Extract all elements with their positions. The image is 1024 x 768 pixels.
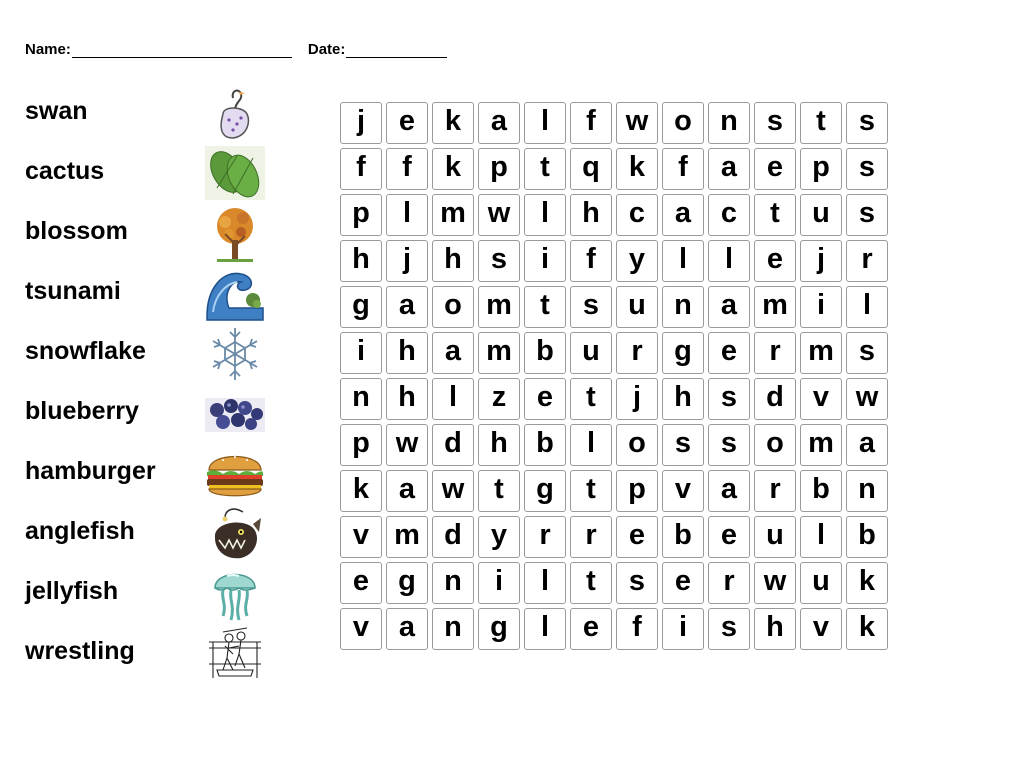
grid-cell[interactable]: t <box>570 470 612 512</box>
grid-cell[interactable]: k <box>846 562 888 604</box>
word-list <box>25 90 295 690</box>
grid-cell[interactable]: n <box>708 102 750 144</box>
grid-cell[interactable]: s <box>708 378 750 420</box>
blueberry-icon <box>203 384 267 444</box>
grid-cell[interactable]: e <box>754 240 796 282</box>
grid-cell[interactable]: j <box>386 240 428 282</box>
grid-cell[interactable]: s <box>616 562 658 604</box>
grid-cell[interactable]: u <box>570 332 612 374</box>
grid-cell[interactable]: b <box>846 516 888 558</box>
grid-cell[interactable]: t <box>570 562 612 604</box>
grid-cell[interactable]: k <box>340 470 382 512</box>
swan-icon <box>203 84 267 144</box>
word-label: wrestling <box>25 637 135 665</box>
grid-cell[interactable]: w <box>478 194 520 236</box>
grid-cell[interactable]: w <box>754 562 796 604</box>
grid-cell[interactable]: v <box>340 608 382 650</box>
word-label: swan <box>25 97 88 125</box>
grid-cell[interactable]: s <box>846 148 888 190</box>
grid-cell[interactable]: g <box>478 608 520 650</box>
grid-cell[interactable]: b <box>662 516 704 558</box>
grid-cell[interactable]: s <box>846 332 888 374</box>
grid-cell[interactable]: m <box>478 332 520 374</box>
word-item <box>25 510 295 570</box>
grid-cell[interactable]: t <box>478 470 520 512</box>
grid-cell[interactable]: g <box>524 470 566 512</box>
grid-cell[interactable]: a <box>708 148 750 190</box>
grid-cell[interactable]: a <box>432 332 474 374</box>
grid-cell[interactable]: p <box>616 470 658 512</box>
grid-cell[interactable]: l <box>800 516 842 558</box>
grid-cell[interactable]: m <box>800 424 842 466</box>
grid-cell[interactable]: c <box>616 194 658 236</box>
date-blank-line[interactable] <box>346 42 447 58</box>
grid-cell[interactable]: w <box>432 470 474 512</box>
grid-cell[interactable]: a <box>386 286 428 328</box>
word-item <box>25 210 295 270</box>
hamburger-icon <box>203 444 267 504</box>
grid-cell[interactable]: h <box>386 378 428 420</box>
grid-cell[interactable]: i <box>524 240 566 282</box>
word-label: blueberry <box>25 397 139 425</box>
cactus-icon <box>203 144 267 204</box>
grid-cell[interactable]: k <box>846 608 888 650</box>
grid-cell[interactable]: e <box>708 332 750 374</box>
grid-cell[interactable]: g <box>386 562 428 604</box>
word-label: blossom <box>25 217 128 245</box>
grid-cell[interactable]: e <box>386 102 428 144</box>
word-item <box>25 450 295 510</box>
grid-cell[interactable]: l <box>708 240 750 282</box>
grid-cell[interactable]: p <box>340 424 382 466</box>
word-item <box>25 570 295 630</box>
grid-cell[interactable]: r <box>754 470 796 512</box>
word-item <box>25 390 295 450</box>
grid-cell[interactable]: f <box>570 102 612 144</box>
grid-cell[interactable]: l <box>524 194 566 236</box>
grid-cell[interactable]: t <box>524 148 566 190</box>
grid-cell[interactable]: b <box>524 332 566 374</box>
word-item <box>25 630 295 690</box>
grid-cell[interactable]: u <box>800 562 842 604</box>
grid-cell[interactable]: s <box>846 102 888 144</box>
grid-cell[interactable]: o <box>432 286 474 328</box>
grid-cell[interactable]: m <box>386 516 428 558</box>
word-item <box>25 150 295 210</box>
grid-cell[interactable]: a <box>478 102 520 144</box>
name-label: Name: <box>25 41 71 58</box>
worksheet-header <box>25 41 447 58</box>
grid-cell[interactable]: h <box>754 608 796 650</box>
grid-cell[interactable]: l <box>524 102 566 144</box>
grid-cell[interactable]: w <box>616 102 658 144</box>
grid-cell[interactable]: i <box>340 332 382 374</box>
grid-cell[interactable]: w <box>846 378 888 420</box>
name-blank-line[interactable] <box>72 42 292 58</box>
grid-cell[interactable]: o <box>616 424 658 466</box>
grid-cell[interactable]: d <box>754 378 796 420</box>
anglerfish-icon <box>203 504 267 564</box>
grid-cell[interactable]: y <box>616 240 658 282</box>
word-label: hamburger <box>25 457 156 485</box>
grid-cell[interactable]: m <box>754 286 796 328</box>
word-item <box>25 270 295 330</box>
grid-cell[interactable]: m <box>800 332 842 374</box>
grid-cell[interactable]: n <box>846 470 888 512</box>
grid-cell[interactable]: s <box>846 194 888 236</box>
grid-cell[interactable]: u <box>800 194 842 236</box>
grid-cell[interactable]: n <box>432 562 474 604</box>
date-label: Date: <box>307 41 346 58</box>
grid-cell[interactable]: h <box>340 240 382 282</box>
grid-cell[interactable]: k <box>616 148 658 190</box>
grid-cell[interactable]: s <box>708 608 750 650</box>
grid-cell[interactable]: l <box>846 286 888 328</box>
grid-cell[interactable]: e <box>708 516 750 558</box>
grid-cell[interactable]: s <box>708 424 750 466</box>
word-item <box>25 90 295 150</box>
grid-cell[interactable]: i <box>800 286 842 328</box>
grid-cell[interactable]: m <box>432 194 474 236</box>
grid-cell[interactable]: t <box>570 378 612 420</box>
grid-cell[interactable]: f <box>570 240 612 282</box>
word-label: cactus <box>25 157 105 185</box>
grid-cell[interactable]: s <box>754 102 796 144</box>
grid-cell[interactable]: j <box>616 378 658 420</box>
grid-cell[interactable]: k <box>432 102 474 144</box>
grid-cell[interactable]: f <box>386 148 428 190</box>
wrestling-icon <box>203 624 267 684</box>
word-label: snowflake <box>25 337 146 365</box>
grid-cell[interactable]: v <box>800 378 842 420</box>
grid-cell[interactable]: y <box>478 516 520 558</box>
grid-cell[interactable]: p <box>478 148 520 190</box>
grid-cell[interactable]: r <box>708 562 750 604</box>
grid-cell[interactable]: c <box>708 194 750 236</box>
grid-cell[interactable]: a <box>846 424 888 466</box>
grid-cell[interactable]: a <box>708 286 750 328</box>
grid-cell[interactable]: f <box>340 148 382 190</box>
grid-cell[interactable]: a <box>386 608 428 650</box>
grid-cell[interactable]: h <box>432 240 474 282</box>
word-search-grid <box>340 102 888 650</box>
grid-cell[interactable]: b <box>800 470 842 512</box>
grid-cell[interactable]: s <box>478 240 520 282</box>
word-label: anglefish <box>25 517 135 545</box>
grid-cell[interactable]: l <box>524 562 566 604</box>
grid-cell[interactable]: r <box>570 516 612 558</box>
grid-cell[interactable]: e <box>570 608 612 650</box>
word-label: jellyfish <box>25 577 119 605</box>
grid-cell[interactable]: b <box>524 424 566 466</box>
grid-cell[interactable]: i <box>662 608 704 650</box>
grid-cell[interactable]: f <box>616 608 658 650</box>
grid-cell[interactable]: a <box>708 470 750 512</box>
grid-cell[interactable]: f <box>662 148 704 190</box>
grid-cell[interactable]: d <box>432 424 474 466</box>
grid-cell[interactable]: r <box>846 240 888 282</box>
grid-cell[interactable]: h <box>662 378 704 420</box>
grid-cell[interactable]: u <box>754 516 796 558</box>
grid-cell[interactable]: a <box>386 470 428 512</box>
grid-cell[interactable]: i <box>478 562 520 604</box>
grid-cell[interactable]: t <box>524 286 566 328</box>
grid-cell[interactable]: a <box>662 194 704 236</box>
grid-cell[interactable]: j <box>340 102 382 144</box>
grid-cell[interactable]: r <box>754 332 796 374</box>
word-item <box>25 330 295 390</box>
grid-cell[interactable]: p <box>800 148 842 190</box>
grid-cell[interactable]: s <box>662 424 704 466</box>
grid-cell[interactable]: q <box>570 148 612 190</box>
grid-cell[interactable]: p <box>340 194 382 236</box>
grid-cell[interactable]: n <box>340 378 382 420</box>
grid-cell[interactable]: w <box>386 424 428 466</box>
grid-cell[interactable]: s <box>570 286 612 328</box>
grid-cell[interactable]: z <box>478 378 520 420</box>
grid-cell[interactable]: l <box>662 240 704 282</box>
grid-cell[interactable]: t <box>754 194 796 236</box>
grid-cell[interactable]: l <box>570 424 612 466</box>
grid-cell[interactable]: u <box>616 286 658 328</box>
grid-cell[interactable]: h <box>386 332 428 374</box>
grid-cell[interactable]: v <box>662 470 704 512</box>
grid-cell[interactable]: j <box>800 240 842 282</box>
grid-cell[interactable]: g <box>662 332 704 374</box>
grid-cell[interactable]: h <box>570 194 612 236</box>
grid-cell[interactable]: g <box>340 286 382 328</box>
jellyfish-icon <box>203 564 267 624</box>
snowflake-icon <box>203 324 267 384</box>
grid-cell[interactable]: e <box>662 562 704 604</box>
grid-cell[interactable]: o <box>754 424 796 466</box>
tree-icon <box>203 204 267 264</box>
grid-cell[interactable]: o <box>662 102 704 144</box>
grid-cell[interactable]: e <box>524 378 566 420</box>
grid-cell[interactable]: v <box>340 516 382 558</box>
grid-cell[interactable]: l <box>432 378 474 420</box>
word-label: tsunami <box>25 277 121 305</box>
grid-cell[interactable]: t <box>800 102 842 144</box>
grid-cell[interactable]: m <box>478 286 520 328</box>
wave-icon <box>203 264 267 324</box>
grid-cell[interactable]: l <box>386 194 428 236</box>
grid-cell[interactable]: e <box>754 148 796 190</box>
grid-cell[interactable]: h <box>478 424 520 466</box>
grid-cell[interactable]: k <box>432 148 474 190</box>
grid-cell[interactable]: v <box>800 608 842 650</box>
grid-cell[interactable]: e <box>340 562 382 604</box>
grid-cell[interactable]: r <box>524 516 566 558</box>
grid-cell[interactable]: d <box>432 516 474 558</box>
grid-cell[interactable]: e <box>616 516 658 558</box>
grid-cell[interactable]: r <box>616 332 658 374</box>
grid-cell[interactable]: l <box>524 608 566 650</box>
grid-cell[interactable]: n <box>432 608 474 650</box>
grid-cell[interactable]: n <box>662 286 704 328</box>
